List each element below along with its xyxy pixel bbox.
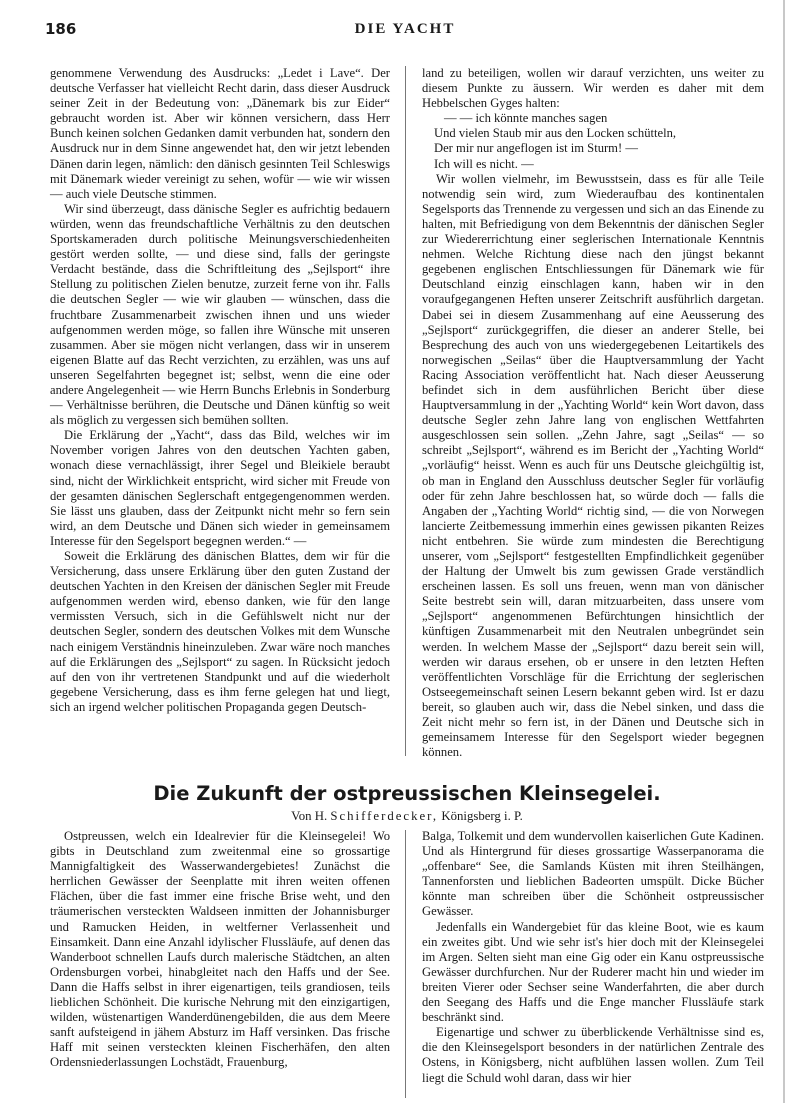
- verse-line: Und vielen Staub mir aus den Locken schütteln,: [434, 126, 677, 141]
- verse-line: Ich will es nicht. —: [434, 156, 534, 171]
- verse-line: Der mir nur angeflogen ist im Sturm! —: [434, 141, 638, 156]
- paragraph: Die Erklärung der „Yacht“, dass das Bild, welches wir im November vorigen Jahres von den deutschen Yachten gaben, wonach diese vernachlässigt, ihrer Segel und Bleikiele beraubt sind, nicht der Wirklichkeit entspricht, wird sicher mit Freude von der gesamten dänischen Seglerschaft entgegengenommen werden. Sie lässt uns glauben, dass der Zeitpunkt nicht mehr so fern sein wird, an dem Deutsche und Dänen sich wieder in gemeinsamem Interesse für den Segelsport begegnen werden.“ —: [50, 428, 390, 548]
- column-left-upper: [50, 66, 390, 715]
- verse-line: — — ich könnte manches sagen: [444, 111, 608, 126]
- paragraph: Balga, Tolkemit und dem wundervollen kaiserlichen Gute Kadinen. Und als Hintergrund für dieses grossartige Wasserpanorama die „offenbare“ See, die Samlands Küsten mit ihren Steilhängen, Tannenforsten und lieblichen Badeorten umspült. Dicke Bücher könnte man schreiben über die Schönheit ostpreussischer Gewässer.: [422, 829, 764, 919]
- paragraph: genommene Verwendung des Ausdrucks: „Ledet i Lave“. Der deutsche Verfasser hat vielleicht Recht darin, dass dieser Ausdruck seiner Zeit in der Bedeutung von: „Dänemark bis zur Eider“ gebraucht worden ist. Aber wir können versichern, dass Herr Bunch keinen solchen Gedanken damit verbunden hat, sondern den Ausdruck nur in dem Sinne angewendet hat, den wir jetzt lebenden Dänen darin legen, nämlich: den dänisch gesinnten Teil Schleswigs mit Dänemark wieder vereinigt zu sehen, wofür — wie wir wissen — auch viele Deutsche stimmen.: [50, 66, 390, 201]
- column-left-article: [50, 829, 390, 1071]
- page-edge-shadow: [783, 0, 785, 1103]
- article-byline: [50, 809, 764, 824]
- column-divider-article: [405, 830, 406, 1098]
- running-title: DIE YACHT: [354, 21, 456, 37]
- paragraph: land zu beteiligen, wollen wir darauf verzichten, uns weiter zu diesem Punkte zu äussern. Wir werden es daher mit dem Hebbelschen Gyges halten:: [422, 66, 764, 111]
- page-number: 186: [45, 20, 77, 38]
- running-header: [45, 20, 765, 42]
- paragraph: Wir sind überzeugt, dass dänische Segler es aufrichtig bedauern würden, wenn das freundschaftliche Verhältnis zu den deutschen Sportskameraden durch politische Meinungsverschiedenheiten gestört werden sollte, — und diese sind, falls der geringste Verdacht bestände, dass die Schriftleitung des „Sejlsport“ ihre Stellung zu politischen Zielen benutze, zurzeit ferne von ihr. Falls die deutschen Segler — wie wir glauben — wünschen, dass die fruchtbare Zusammenarbeit zwischen ihnen und uns wieder aufgenommen werden möge, so fallen ihre Wünsche mit unseren zusammen. Aber sie mögen nicht verlangen, dass wir in unserem eigenen Blatte auf das Recht verzichten, zu erzählen, was uns auf unseren Segelfahrten begegnet ist; selbst, wenn die eine oder andere Angelegenheit — wie Herrn Bunchs Erlebnis in Sonderburg — Verhältnisse berühren, die Deutsche und Dänen künftig so weit als möglich zu vergessen sich bemühen sollten.: [50, 201, 390, 428]
- column-right-article: [422, 829, 764, 1086]
- byline-author: Schifferdecker,: [330, 809, 439, 823]
- byline-place: Königsberg i. P.: [441, 809, 523, 823]
- paragraph: Jedenfalls ein Wandergebiet für das kleine Boot, wie es kaum ein zweites gibt. Und wie sehr ist's hier doch mit der Kleinsegelei im Argen. Selten sieht man eine Gig oder ein Kanu ostpreussische Gewässer durchfurchen. Nur der Ruderer macht hin und wieder im breiten Vierer oder Sechser seine Wanderfahrten, die aber durch den Seegang des Haffs und die Enge mancher Flussläufe stark beschränkt sind.: [422, 919, 764, 1025]
- paragraph: Ostpreussen, welch ein Idealrevier für die Kleinsegelei! Wo gibts in Deutschland zum zweitenmal eine so grossartige Mannigfaltigkeit des Wasserwandergebietes! Zunächst die herrlichen Gewässer der Seenplatte mit ihren weiten offenen Flächen, über die fast immer eine frische Brise weht, und den träumerischen versteckten Waldseen inmitten der Johannisburger und Ramucken Heiden, in weltferner Verlassenheit und Einsamkeit. Dann eine Anzahl idylischer Flussläufe, auf denen das Wanderboot schnellen Laufs durch malerische Städtchen, an alten Ordensburgen vorbei, hinabgleitet nach den Haffs und der See. Dann die Haffs selbst in ihrer eigenartigen, teils grandiosen, teils lieblichen Schönheit. Die kurische Nehrung mit den einzigartigen, wilden, wüstenartigen Wanderdünengebilden, die aus dem Meere sanft aufsteigend in jähem Absturz im Haff versinken. Das frische Haff mit seinen versteckten kleinen Fischerhäfen, den alten Ordensniederlassungen Lochstädt, Frauenburg,: [50, 829, 390, 1070]
- paragraph: Soweit die Erklärung des dänischen Blattes, dem wir für die Versicherung, dass unsere Erklärung über den guten Zustand der deutschen Yachten in den Kreisen der dänischen Segler mit Freude aufgenommen werden wird, ebenso danken, wie für den lange vermissten Versuch, sich in die Gefühlswelt nicht nur der deutschen Segler, sondern des deutschen Volkes mit dem Wunsche nach einigem Verständnis hineinzuleben. Zwar wäre noch manches auf die Erklärungen des „Sejlsport“ zu sagen. In Rücksicht jedoch auf den von ihr vertretenen Standpunkt und auf die wiederholt gegebene Versicherung, dass es ihm ferne gelegen hat und liegt, sich an irgend welcher politischen Propaganda gegen Deutsch-: [50, 549, 390, 714]
- column-right-upper: [422, 66, 764, 760]
- byline-prefix: Von H.: [291, 809, 328, 823]
- paragraph: Wir wollen vielmehr, im Bewusstsein, dass es für alle Teile notwendig sein wird, zum Wiederaufbau des kontinentalen Segelsports das Trennende zu vergessen und sich an das Einende zu halten, mit Befriedigung von dem Bekenntnis der dänischen Segler zur Wiedererrichtung einer seglerischen Internationale Kenntnis nehmen. Welche Richtung diese nach den jüngst bekannt gegebenen englischen Entschliessungen für Dänemark wie für Deutschland einzig einschlagen kann, haben wir in den voraufgegangenen Heften unserer Zeitschrift ausführlich dargetan. Dabei sei in diesem Zusammenhang auf eine Aeusserung des „Sejlsport“ zurückgegriffen, die dieser an anderer Stelle, bei Besprechung des auch von uns wiedergegebenen Leitartikels des norwegischen „Seilas“ über die Hauptversammlung der Yacht Racing Association veröffentlicht hat. Nach dieser Aeusserung befindet sich in dem ausführlichen Bericht über diese Hauptversammlung in der „Yachting World“ kein Wort davon, dass deutsche Segler zehn Jahre lang von englischen Wettfahrten ausgeschlossen sein sollen. „Zehn Jahre, sagt „Seilas“ — so schreibt „Sejlsport“, während es im Bericht der „Yachting World“ „vorläufig“ heisst. Wenn es auch für uns Deutsche gleichgültig ist, ob man in England den Ausschluss deutscher Segler für vorläufig oder für zehn Jahre beschlossen hat, so würde doch — falls die Angaben der „Yachting World“ richtig sind, — die von Norwegen lancierte Zeitbemessung immerhin eines gewissen pikanten Reizes nicht entbehren. Sie würde zum mindesten die Berechtigung unserer, vom „Sejlsport“ festgestellten Empfindlichkeit gegenüber der Haltung der Umwelt bis zum gewissen Grade verständlich erscheinen lassen. Es soll uns freuen, wenn man von dänischer Seite bestrebt sein will, daran mitzuarbeiten, dass unsere vom „Sejlsport“ angenommenen Befürchtungen hinsichtlich der künftigen Zusammenarbeit mit den Neutralen unbegründet sein werden. In welchem Masse der „Sejlsport“ dazu bereit sein will, werden wir daraus ersehen, ob er unsere in den letzten Heften veröffentlichten Vorschläge für die Errichtung der seglerischen Ostseegemeinschaft seinen Lesern bekannt geben wird. Ist er dazu bereit, so glauben auch wir, dass die Nebel sinken, und dass die Zeit nicht mehr so fern ist, in der Dänen und Deutsche sich in gemeinsamem Interesse für den Segelsport wieder begegnen können.: [422, 171, 764, 760]
- article-title: Die Zukunft der ostpreussischen Kleinsegelei.: [153, 782, 661, 805]
- column-divider: [405, 66, 406, 756]
- paragraph: Eigenartige und schwer zu überblickende Verhältnisse sind es, die den Kleinsegelsport besonders in der natürlichen Zentrale des Ostens, in Königsberg, nicht aufblühen lassen wollen. Zum Teil liegt die Schuld wohl daran, dass wir hier: [422, 1025, 764, 1085]
